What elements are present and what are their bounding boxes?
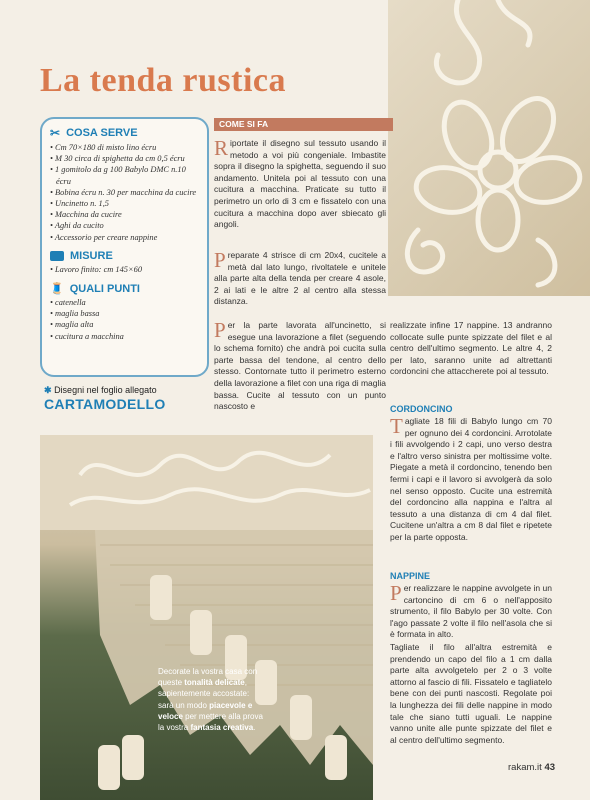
- scissors-icon: ✂: [50, 126, 61, 140]
- misure-heading: MISURE: [50, 250, 202, 262]
- materials-box: [40, 117, 209, 377]
- list-item: • Uncinetto n. 1,5: [50, 199, 109, 209]
- asterisk-icon: ✱: [44, 385, 52, 395]
- paragraph-1: Riportate il disegno sul tessuto usando il metodo a voi più congeniale. Imbastite sopra il disegno la spighetta, seguendo il suo andamento. Unitela poi al tessuto con una cucitura a macchina. Praticate su tutto il perimetro un orlo di 3 cm e fissatelo con una cucitura a macchina dopo aver sbiecato gli angoli.: [214, 136, 386, 230]
- paragraph-2: Preparate 4 strisce di cm 20x4, cucitele a metà dal lato lungo, rivoltatele e unitele alla parte alta della tenda per creare 4 asole, 2 ai lati e le altre 2 al centro alla stessa distanza.: [214, 248, 386, 307]
- page-title: La tenda rustica: [40, 62, 286, 99]
- list-item: • Accessorio per creare nappine: [50, 232, 158, 242]
- embroidery-flower-illustration: [388, 0, 590, 296]
- nappine-paragraph-2: Tagliate il filo all'altra estremità e prendendo un capo del filo a 1 cm dalla parte alta avvolgetelo per 2 o 3 volte attorno al fascio di fili. Fissatelo e tagliatelo bene con dei punti nascosti. Regolate poi la lunghezza dei fili delle nappine in modo tale che siano tutti uguali. Le nappine vanno unite alle punte spizzate del filet e al centro dell'ultimo segmento.: [390, 642, 552, 745]
- list-item: • Cm 70×180 di misto lino écru: [50, 143, 157, 152]
- curtain-illustration: [40, 435, 373, 800]
- list-item: • catenella: [50, 298, 86, 308]
- cordoncino-heading: CORDONCINO: [390, 404, 453, 414]
- list-item: • 1 gomitolo da g 100 Babylo DMC n.10 écru: [50, 165, 186, 186]
- cosa-serve-list: [50, 142, 202, 243]
- misure-list: [50, 264, 202, 275]
- dropcap: P: [214, 248, 226, 272]
- thread-spool-icon: 🧵: [50, 283, 64, 296]
- nappine-paragraph-1: Per realizzare le nappine avvolgete in un cartoncino di cm 6 o nell'apposito strumento, il filo Babylo per 30 volte. Con l'ago passate 2 volte il filo nell'asola che si è formata in alto.: [390, 581, 552, 640]
- cosa-serve-heading: ✂ COSA SERVE: [50, 126, 138, 140]
- cartamodello-line1: ✱ Disegni nel foglio allegato: [44, 385, 157, 395]
- list-item: • Aghi da cucito: [50, 221, 104, 231]
- ruler-icon: [50, 251, 64, 261]
- quali-punti-list: [50, 297, 202, 342]
- list-item: • maglia bassa: [50, 309, 100, 319]
- curtain-photo: [40, 435, 373, 800]
- page-number: 43: [544, 762, 556, 773]
- list-item: • Lavoro finito: cm 145×60: [50, 264, 143, 274]
- page-footer: [508, 762, 555, 773]
- list-item: • Macchina da cucire: [50, 210, 122, 220]
- dropcap: R: [214, 136, 229, 160]
- come-si-fa-heading: COME SI FA: [214, 118, 393, 131]
- list-item: • M 30 circa di spighetta da cm 0,5 écru: [50, 154, 185, 164]
- paragraph-4: realizzate infine 17 nappine. 13 andranno collocate sulle punte spizzate del filet e al centro dell'ultimo segmento. Le altre 4, 2 per lato, saranno unite ad altrettanti cordoncini che attaccherete poi al tessuto.: [390, 320, 552, 377]
- embroidery-detail-photo: [388, 0, 590, 296]
- paragraph-3: Per la parte lavorata all'uncinetto, si esegue una lavorazione a filet (seguendo lo schema fornito) che andrà poi cucita sulla parte bassa del tendone, al centro dello stesso. Contornate tutto il perimetro esterno della lavorazione a filet con una riga di maglia bassa. Cucite al tessuto con un punto nascosto e: [214, 318, 386, 412]
- list-item: • cucitura a macchina: [50, 331, 124, 341]
- site-name: rakam.it: [508, 762, 542, 773]
- quali-punti-heading: 🧵 QUALI PUNTI: [50, 282, 140, 296]
- nappine-heading: NAPPINE: [390, 571, 431, 581]
- cordoncino-paragraph: Tagliate 18 fili di Babylo lungo cm 70 per ognuno dei 4 cordoncini. Arrotolate i fili avvolgendo i 2 capi, uno verso destra e l'altro verso sinistra per moltissime volte. Piegate a metà il cordoncino, tenendo ben fermi i capi e il lavoro si avvolgerà da solo nel senso opposto. Cucite una estremità del cordoncino alla nappina e l'altra al tessuto a una distanza di cm 4 dal filet. Cucitene un'altra a cm 8 dal filet e ripetete per la parte opposta.: [390, 414, 552, 542]
- dropcap: P: [214, 318, 226, 342]
- cartamodello-note: [44, 385, 166, 412]
- list-item: • Bobina écru n. 30 per macchina da cucire: [50, 187, 197, 197]
- cartamodello-line2: CARTAMODELLO: [44, 396, 166, 412]
- dropcap: P: [390, 581, 402, 605]
- list-item: • maglia alta: [50, 320, 94, 330]
- dropcap: T: [390, 414, 403, 438]
- photo-caption: Decorate la vostra casa con queste tonalità delicate, sapientemente accostate: sarà un modo piacevole e veloce per mettere alla prova la vostra fantasia creativa.: [158, 667, 263, 733]
